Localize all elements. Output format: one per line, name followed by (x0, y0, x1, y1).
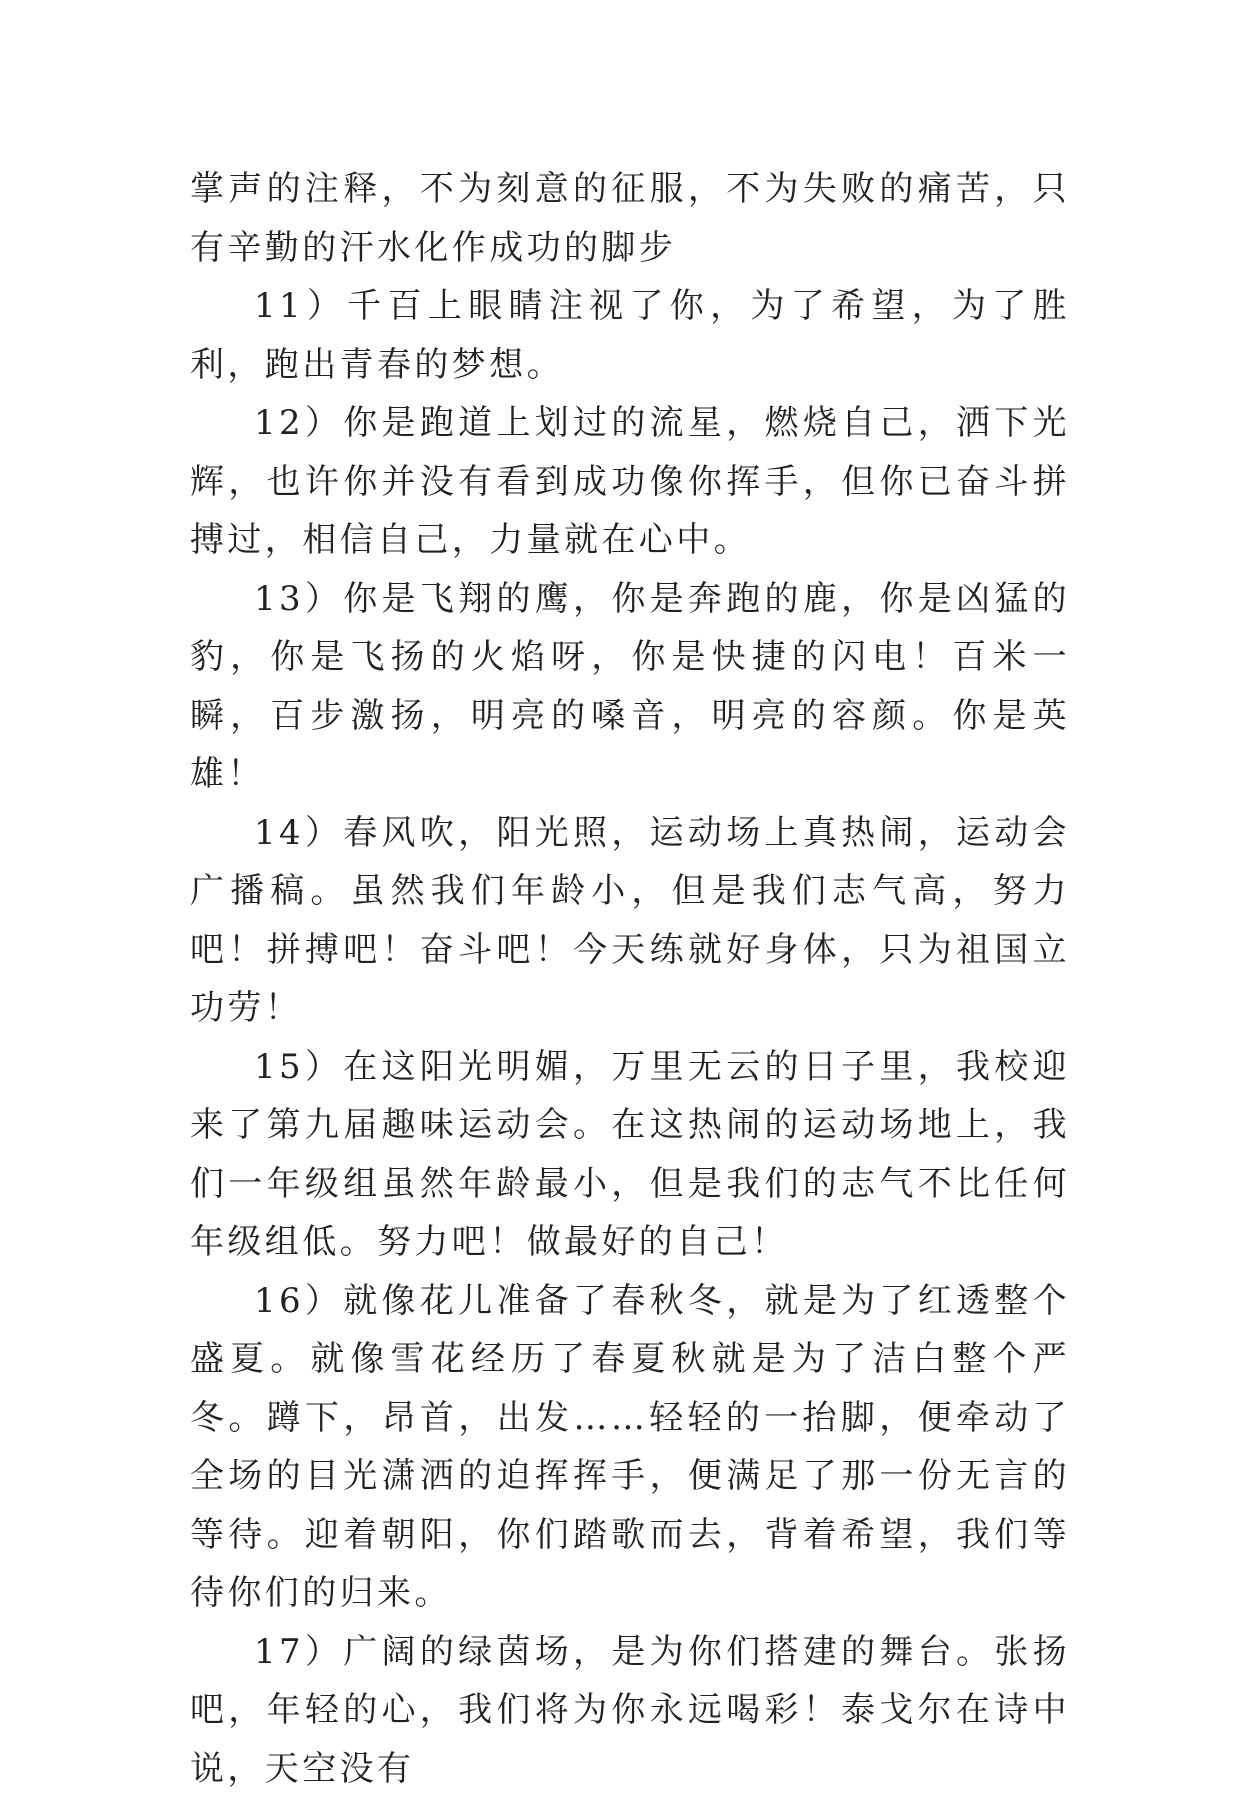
paragraph-item-11: 11）千百上眼睛注视了你，为了希望，为了胜利，跑出青春的梦想。 (190, 277, 1070, 394)
paragraph-item-17: 17）广阔的绿茵场，是为你们搭建的舞台。张扬吧，年轻的心，我们将为你永远喝彩！泰戈尔在诗中说，天空没有 (190, 1623, 1070, 1798)
document-body (190, 160, 1070, 1798)
paragraph-item-16: 16）就像花儿准备了春秋冬，就是为了红透整个盛夏。就像雪花经历了春夏秋就是为了洁白整个严冬。蹲下，昂首，出发……轻轻的一抬脚，便牵动了全场的目光潇洒的迫挥挥手，便满足了那一份无言的等待。迎着朝阳，你们踏歌而去，背着希望，我们等待你们的归来。 (190, 1272, 1070, 1623)
paragraph-item-14: 14）春风吹，阳光照，运动场上真热闹，运动会广播稿。虽然我们年龄小，但是我们志气高，努力吧！拼搏吧！奋斗吧！今天练就好身体，只为祖国立功劳！ (190, 804, 1070, 1038)
paragraph-item-12: 12）你是跑道上划过的流星，燃烧自己，洒下光辉，也许你并没有看到成功像你挥手，但你已奋斗拼搏过，相信自己，力量就在心中。 (190, 394, 1070, 570)
paragraph-item-15: 15）在这阳光明媚，万里无云的日子里，我校迎来了第九届趣味运动会。在这热闹的运动场地上，我们一年级组虽然年龄最小，但是我们的志气不比任何年级组低。努力吧！做最好的自己！ (190, 1038, 1070, 1272)
paragraph-continuation: 掌声的注释，不为刻意的征服，不为失败的痛苦，只有辛勤的汗水化作成功的脚步 (190, 160, 1070, 277)
paragraph-item-13: 13）你是飞翔的鹰，你是奔跑的鹿，你是凶猛的豹，你是飞扬的火焰呀，你是快捷的闪电！百米一瞬，百步激扬，明亮的嗓音，明亮的容颜。你是英雄！ (190, 570, 1070, 804)
